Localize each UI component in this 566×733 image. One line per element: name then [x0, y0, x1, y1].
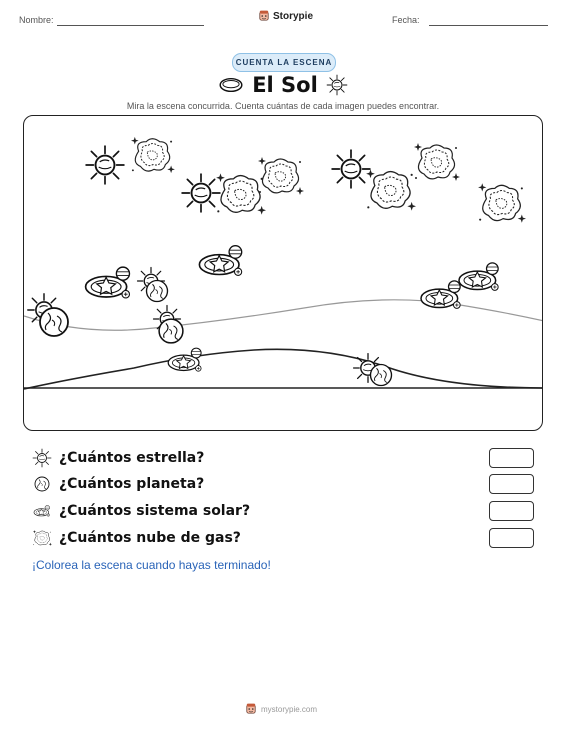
sun-icon: [332, 150, 370, 188]
sun-icon: [86, 146, 124, 184]
gas-cloud-icon: [414, 143, 460, 181]
solar-system-icon: [421, 281, 460, 309]
question-row: [32, 447, 542, 469]
solar-system-icon: [32, 501, 52, 521]
gas-cloud-icon: [216, 173, 266, 214]
footer: [245, 703, 317, 715]
planet-icon: [40, 308, 68, 336]
solar-system-icon: [199, 246, 241, 276]
answer-box[interactable]: [489, 448, 534, 468]
gas-cloud-icon: [478, 183, 526, 223]
page-title: El Sol: [252, 73, 318, 97]
mascot-icon: [245, 703, 257, 715]
solar-system-icon: [168, 348, 201, 371]
answer-box[interactable]: [489, 501, 534, 521]
gas-cloud-icon: [258, 157, 304, 195]
answer-box[interactable]: [489, 528, 534, 548]
name-field[interactable]: [57, 25, 204, 26]
footer-url: mystorypie.com: [261, 704, 318, 714]
date-field[interactable]: [429, 25, 548, 26]
name-label: Nombre:: [19, 15, 54, 25]
sun-icon: [32, 448, 52, 468]
mascot-icon: [258, 10, 270, 22]
coloring-note: ¡Colorea la escena cuando hayas terminado!: [32, 558, 271, 572]
brand-logo: [258, 10, 313, 22]
scene-illustration: [24, 116, 543, 431]
coin-icon: [218, 76, 244, 94]
gas-cloud-icon: [366, 169, 416, 210]
question-text: ¿Cuántos nube de gas?: [59, 530, 241, 546]
counting-scene: [23, 115, 543, 431]
planet-icon: [159, 319, 183, 343]
instructions: Mira la escena concurrida. Cuenta cuántas de cada imagen puedes encontrar.: [126, 101, 440, 111]
gas-cloud-icon: [32, 528, 52, 548]
date-label: Fecha:: [392, 15, 420, 25]
question-row: [32, 473, 542, 495]
answer-box[interactable]: [489, 474, 534, 494]
gas-cloud-icon: [131, 137, 175, 173]
planet-icon: [32, 474, 52, 494]
question-text: ¿Cuántos estrella?: [59, 450, 205, 466]
sun-icon: [182, 174, 220, 212]
brand-name: Storypie: [273, 10, 314, 22]
question-row: [32, 527, 542, 549]
question-text: ¿Cuántos sistema solar?: [59, 503, 251, 519]
solar-system-icon: [459, 263, 498, 291]
activity-badge: CUENTA LA ESCENA: [232, 53, 336, 72]
title-row: [0, 73, 566, 97]
planet-icon: [371, 365, 392, 386]
solar-system-icon: [86, 267, 130, 298]
planet-icon: [147, 281, 168, 302]
question-text: ¿Cuántos planeta?: [59, 476, 205, 492]
question-row: [32, 500, 542, 522]
sun-icon: [326, 74, 348, 96]
